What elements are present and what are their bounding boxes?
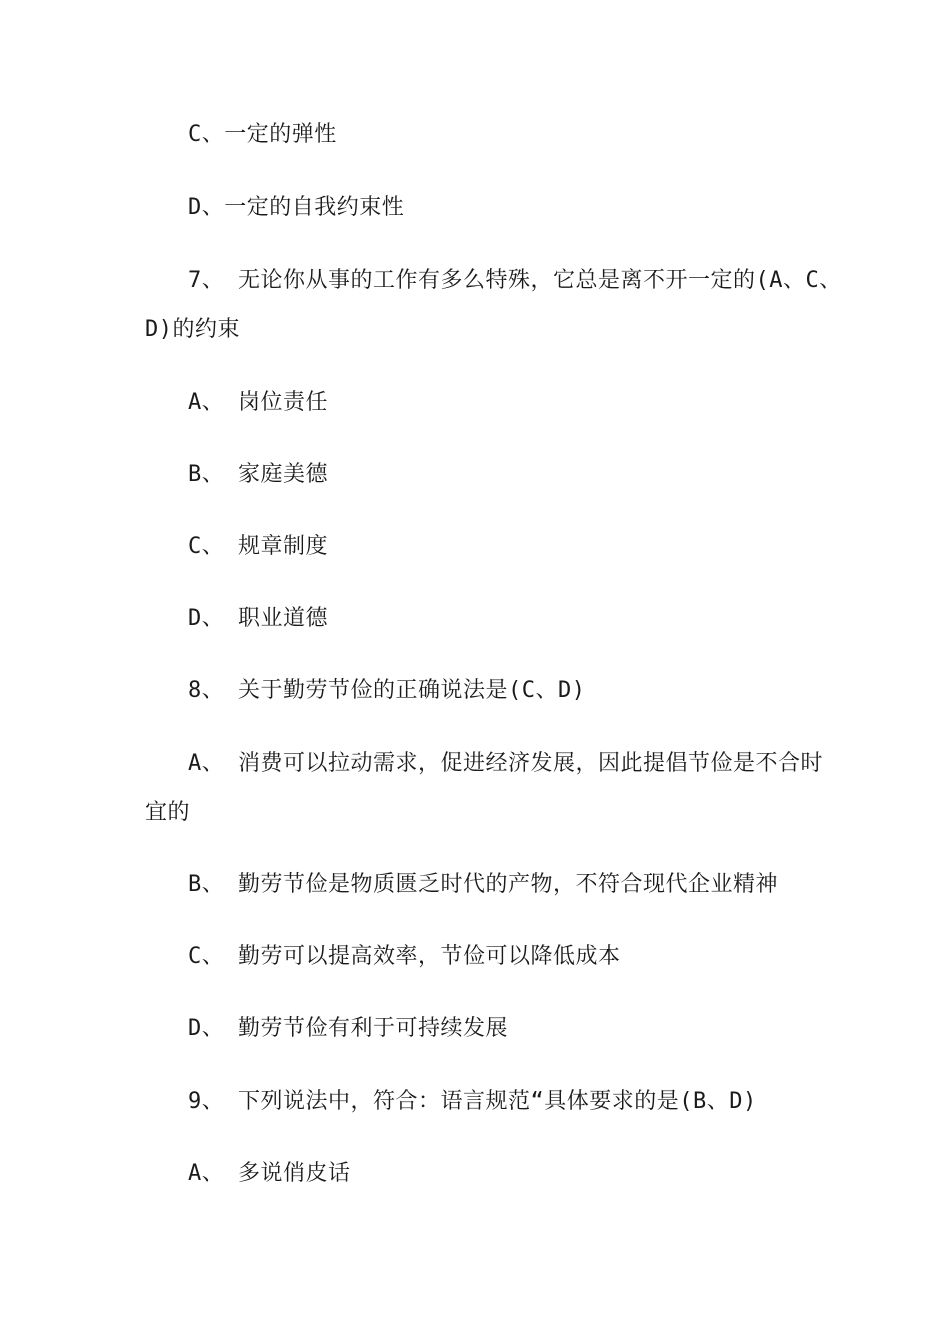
- option-8a-continuation: 宜的: [145, 800, 191, 825]
- question-9: 9、 下列说法中，符合：语言规范“具体要求的是(B、D): [188, 1089, 757, 1114]
- question-7-continuation: D)的约束: [145, 317, 240, 342]
- option-6d: D、一定的自我约束性: [188, 195, 405, 220]
- option-8b: B、 勤劳节俭是物质匮乏时代的产物，不符合现代企业精神: [188, 872, 778, 897]
- option-8c: C、 勤劳可以提高效率，节俭可以降低成本: [188, 944, 621, 969]
- option-8a: A、 消费可以拉动需求，促进经济发展，因此提倡节俭是不合时: [188, 751, 823, 776]
- option-7b: B、 家庭美德: [188, 462, 328, 487]
- option-7c: C、 规章制度: [188, 534, 328, 559]
- question-8: 8、 关于勤劳节俭的正确说法是(C、D): [188, 678, 586, 703]
- option-8d: D、 勤劳节俭有利于可持续发展: [188, 1016, 508, 1041]
- option-9a: A、 多说俏皮话: [188, 1161, 351, 1186]
- question-7: 7、 无论你从事的工作有多么特殊，它总是离不开一定的(A、C、: [188, 268, 842, 293]
- option-7d: D、 职业道德: [188, 606, 328, 631]
- option-6c: C、一定的弹性: [188, 122, 337, 147]
- option-7a: A、 岗位责任: [188, 390, 328, 415]
